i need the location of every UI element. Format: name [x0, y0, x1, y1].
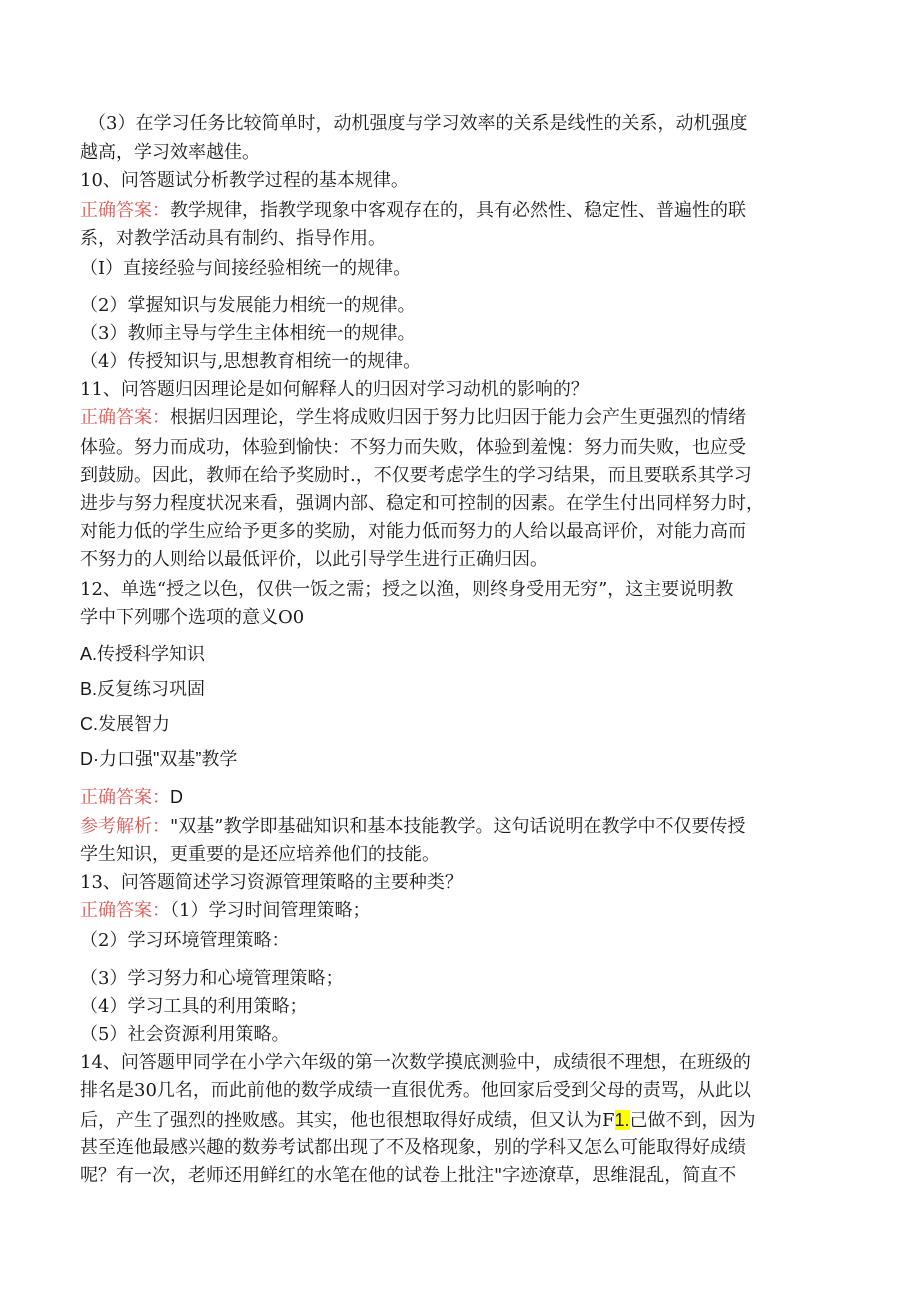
question-text-fragment: 己做不到，因为 [629, 1110, 756, 1131]
question-11-title: 11、问答题归因理论是如何解释人的归因对学习动机的影响的？ [80, 379, 589, 400]
answer-point: （4）传授知识与,思想教育相统一的规律。 [80, 351, 422, 372]
question-text-fragment: 后，产生了强烈的挫败感。其实，他也很想取得好成绩，但又认为F [80, 1110, 615, 1131]
question-14-text [80, 1107, 840, 1134]
answer-point: （I）直接经验与间接经验相统一的规律。 [80, 258, 412, 279]
answer-text: 体验。努力而成功，体验到愉快：不努力而失败，体验到羞愧：努力而失败，也应受 [80, 437, 746, 458]
answer-point: （2）学习环境管理策略： [80, 930, 290, 951]
question-12-title-cont: 学中下列哪个选项的意义O0 [80, 607, 305, 628]
option-d: D·力口强"双基”教学 [80, 749, 238, 769]
correct-answer-label: 正确答案： [80, 787, 170, 808]
question-14-title: 14、问答题甲同学在小学六年级的第一次数学摸底测验中，成绩很不理想，在班级的 [80, 1052, 751, 1073]
question-13-title: 13、问答题简述学习资源管理策略的主要种类？ [80, 872, 463, 893]
option-b: B.反复练习巩固 [80, 679, 206, 699]
option-c: C.发展智力 [80, 714, 170, 734]
correct-answer-label: 正确答案： [80, 407, 170, 428]
answer-point: （4）学习工具的利用策略； [80, 996, 308, 1017]
answer-value: D [170, 787, 183, 807]
question-12-answer-line [80, 784, 840, 811]
answer-text: 根据归因理论，学生将成败归因于努力比归因于能力会产生更强烈的情绪 [170, 407, 746, 428]
option-a: A.传授科学知识 [80, 644, 206, 664]
question-12-reference-line [80, 814, 840, 840]
answer-point: （5）社会资源利用策略。 [80, 1024, 290, 1045]
answer-point: （2）掌握知识与发展能力相统一的规律。 [80, 295, 416, 316]
reference-analysis-label: 参考解析： [80, 816, 170, 837]
answer-text: （1）学习时间管理策略； [170, 900, 371, 921]
answer-point: （3）教师主导与学生主体相统一的规律。 [80, 323, 416, 344]
reference-text: 学生知识，更重要的是还应培养他们的技能。 [80, 844, 440, 865]
question-14-text: 呢？有一次，老师还用鲜红的水笔在他的试卷上批注"字迹潦草，思维混乱，简直不 [80, 1165, 737, 1186]
answer-text: 系，对教学活动具有制约、指导作用。 [80, 228, 386, 249]
highlighted-text: 1. [614, 1110, 630, 1130]
question-14-text: 甚至连他最感兴趣的数劵考试都出现了不及格现象，别的学科又怎么可能取得好成绩 [80, 1137, 746, 1158]
question-12-title: 12、单选“授之以色，仅供一饭之需；授之以渔，则终身受用无穷”，这主要说明教 [80, 579, 734, 600]
answer-text: 对能力低的学生应给予更多的奖励，对能力低而努力的人给以最高评价，对能力高而 [80, 521, 746, 542]
question-10-title: 10、问答题试分析教学过程的基本规律。 [80, 170, 409, 191]
question-14-text: 排名是30几名，而此前他的数学成绩一直很优秀。他回家后受到父母的责骂，从此以 [80, 1080, 751, 1101]
reference-text: "双基”教学即基础知识和基本技能教学。这句话说明在教学中不仅要传授 [170, 816, 746, 837]
answer-text: 不努力的人则给以最低评价，以此引导学生进行正确归因。 [80, 549, 548, 570]
text-line: 越高，学习效率越佳。 [80, 142, 260, 163]
answer-text: 进步与努力程度状况来看，强调内部、稳定和可控制的因素。在学生付出同样努力时， [80, 493, 764, 514]
answer-text: 到鼓励。因此，教师在给予奖励时.，不仅要考虑学生的学习结果，而且要联系其学习 [80, 465, 752, 486]
question-11-answer-line [80, 405, 840, 431]
question-13-answer-line [80, 898, 840, 924]
question-10-answer-line [80, 198, 840, 224]
answer-point: （3）学习努力和心境管理策略； [80, 968, 344, 989]
answer-text: 教学规律，指教学现象中客观存在的，具有必然性、稳定性、普遍性的联 [170, 200, 746, 221]
text-line: （3）在学习任务比较简单时，动机强度与学习效率的关系是线性的关系，动机强度 [88, 113, 748, 134]
correct-answer-label: 正确答案： [80, 900, 170, 921]
correct-answer-label: 正确答案： [80, 200, 170, 221]
